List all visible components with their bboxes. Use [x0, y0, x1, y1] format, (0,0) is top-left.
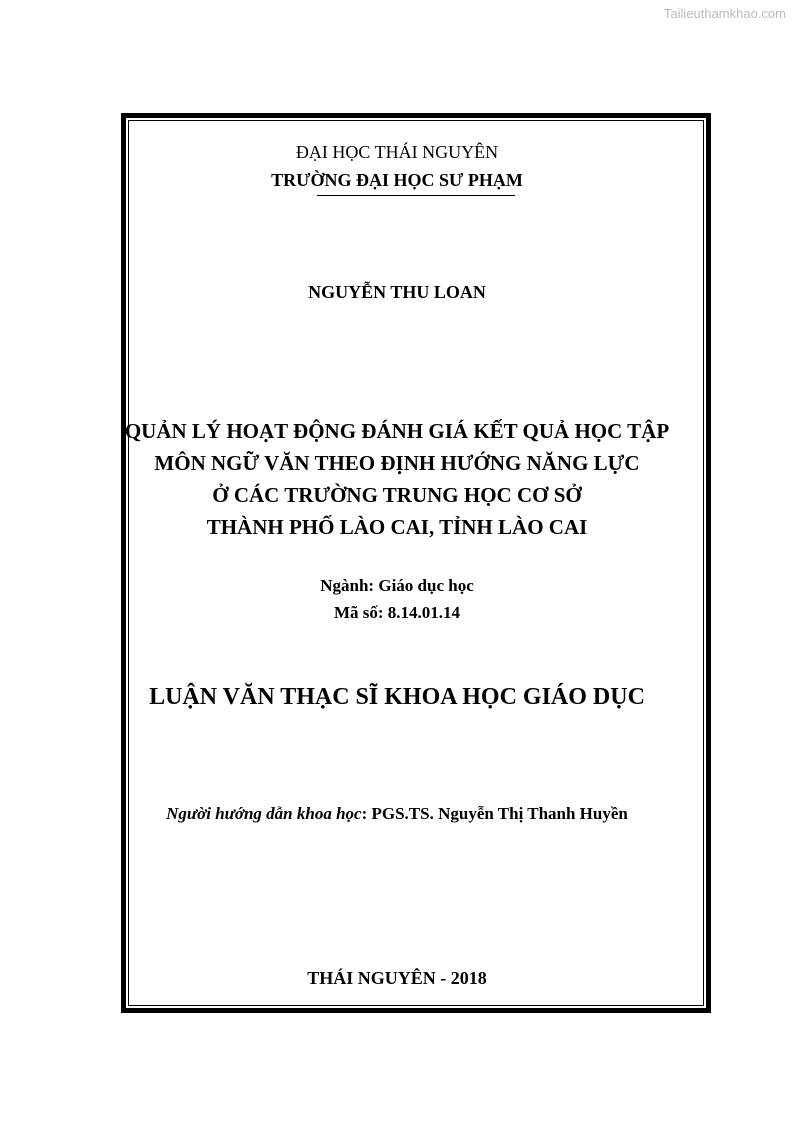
major-code: Mã số: 8.14.01.14	[333, 603, 461, 622]
title-line: THÀNH PHỐ LÀO CAI, TỈNH LÀO CAI	[206, 515, 588, 539]
advisor-name: : PGS.TS. Nguyễn Thị Thanh Huyền	[361, 804, 628, 823]
divider	[317, 195, 515, 196]
title-line: QUẢN LÝ HOẠT ĐỘNG ĐÁNH GIÁ KẾT QUẢ HỌC TẬP	[124, 419, 670, 443]
title-line: Ở CÁC TRƯỜNG TRUNG HỌC CƠ SỞ	[212, 483, 582, 507]
major: Ngành: Giáo dục học	[320, 576, 474, 595]
school-name: TRƯỜNG ĐẠI HỌC SƯ PHẠM	[271, 170, 523, 190]
author-name: NGUYỄN THU LOAN	[308, 282, 486, 302]
page-border	[121, 113, 711, 1013]
university-name: ĐẠI HỌC THÁI NGUYÊN	[295, 142, 499, 162]
place-year: THÁI NGUYÊN - 2018	[307, 968, 487, 988]
title-line: MÔN NGỮ VĂN THEO ĐỊNH HƯỚNG NĂNG LỰC	[154, 451, 640, 475]
watermark: Tailieuthamkhao.com	[663, 6, 786, 21]
advisor	[0, 804, 794, 824]
advisor-label: Người hướng dẫn khoa học	[166, 804, 362, 823]
degree-title: LUẬN VĂN THẠC SĨ KHOA HỌC GIÁO DỤC	[149, 684, 645, 710]
